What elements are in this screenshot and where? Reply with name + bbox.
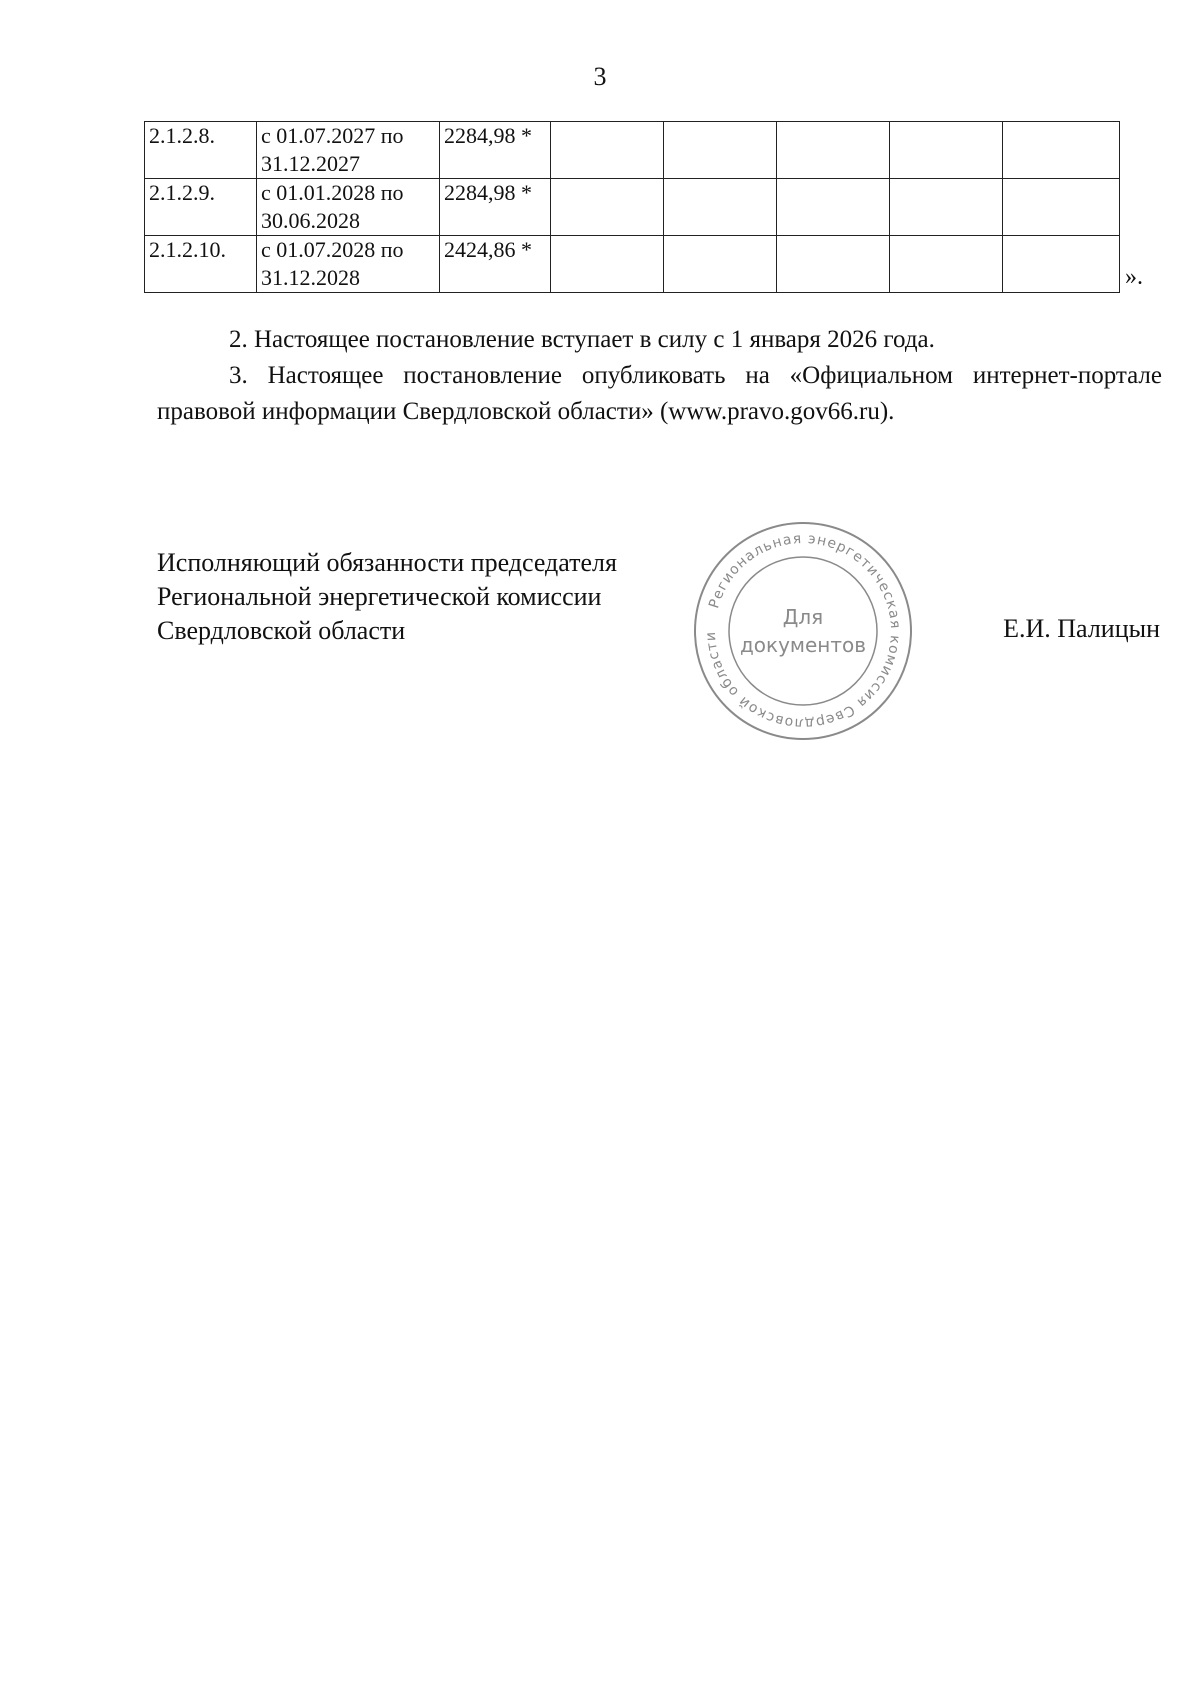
empty-cell bbox=[890, 122, 1003, 179]
official-stamp bbox=[690, 518, 916, 744]
row-period: с 01.07.2028 по 31.12.2028 bbox=[257, 236, 440, 293]
empty-cell bbox=[664, 122, 777, 179]
position-line: Свердловской области bbox=[157, 616, 406, 645]
empty-cell bbox=[777, 122, 890, 179]
empty-cell bbox=[664, 236, 777, 293]
tariff-table bbox=[144, 121, 1120, 293]
paragraph-effective-date: 2. Настоящее постановление вступает в силу с 1 января 2026 года. bbox=[229, 326, 935, 353]
stamp-outer-ring bbox=[695, 523, 911, 739]
signature-position bbox=[157, 546, 617, 648]
stamp-outer-text: Региональная энергетическая комиссия Свердловской области bbox=[702, 530, 904, 732]
paragraph-publication: 3. Настоящее постановление опубликовать на «Официальном интернет-портале правовой информации Свердловской области» (www.pravo.gov66.ru). bbox=[157, 362, 1162, 425]
closing-quote: ». bbox=[1125, 264, 1143, 290]
stamp-center-line1: Для bbox=[782, 605, 824, 629]
empty-cell bbox=[890, 236, 1003, 293]
row-period: с 01.01.2028 по 30.06.2028 bbox=[257, 179, 440, 236]
page-number: 3 bbox=[593, 62, 607, 91]
empty-cell bbox=[1003, 122, 1120, 179]
row-code: 2.1.2.9. bbox=[145, 179, 257, 236]
row-code: 2.1.2.8. bbox=[145, 122, 257, 179]
position-line: Региональной энергетической комиссии bbox=[157, 582, 602, 611]
signer-name: Е.И. Палицын bbox=[1003, 614, 1160, 643]
row-period: с 01.07.2027 по 31.12.2027 bbox=[257, 122, 440, 179]
empty-cell bbox=[777, 236, 890, 293]
empty-cell bbox=[551, 179, 664, 236]
empty-cell bbox=[551, 122, 664, 179]
row-value: 2424,86 * bbox=[440, 236, 551, 293]
svg-text:Региональная энергетическая ко bbox=[703, 531, 903, 731]
stamp-center-line2: документов bbox=[739, 633, 867, 657]
empty-cell bbox=[777, 179, 890, 236]
empty-cell bbox=[1003, 236, 1120, 293]
empty-cell bbox=[664, 179, 777, 236]
empty-cell bbox=[890, 179, 1003, 236]
stamp-inner-ring bbox=[729, 557, 877, 705]
row-value: 2284,98 * bbox=[440, 179, 551, 236]
row-code: 2.1.2.10. bbox=[145, 236, 257, 293]
empty-cell bbox=[551, 236, 664, 293]
row-value: 2284,98 * bbox=[440, 122, 551, 179]
table-row bbox=[145, 122, 1120, 179]
position-line: Исполняющий обязанности председателя bbox=[157, 548, 617, 577]
empty-cell bbox=[1003, 179, 1120, 236]
table-row bbox=[145, 236, 1120, 293]
table-row bbox=[145, 179, 1120, 236]
